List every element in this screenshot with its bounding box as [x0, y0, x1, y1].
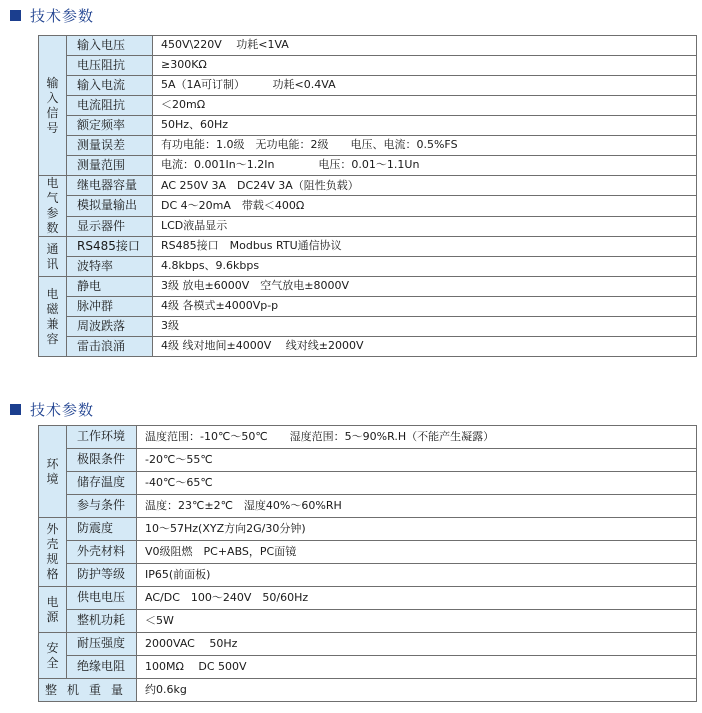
spec-row	[39, 156, 697, 176]
section-title-2	[10, 398, 94, 420]
param-label: 额定频率	[67, 116, 153, 136]
param-label: 测量范围	[67, 156, 153, 176]
param-label: 输入电流	[67, 76, 153, 96]
group-label	[39, 176, 67, 237]
param-value: V0级阻燃 PC+ABS，PC面镜	[137, 541, 697, 564]
param-label: 雷击浪涌	[67, 337, 153, 357]
param-value: RS485接口 Modbus RTU通信协议	[153, 237, 697, 257]
param-label: 整机重量	[39, 679, 137, 702]
param-value: -20℃～55℃	[137, 449, 697, 472]
spec-row	[39, 518, 697, 541]
param-value: 3级	[153, 317, 697, 337]
group-label-text: 外壳规格	[46, 522, 59, 581]
param-label: 测量误差	[67, 136, 153, 156]
param-value: 有功电能：1.0级 无功电能：2级 电压、电流：0.5%FS	[153, 136, 697, 156]
param-label: 模拟量输出	[67, 196, 153, 216]
group-label	[39, 237, 67, 277]
param-value: 100MΩ DC 500V	[137, 656, 697, 679]
param-label: 整机功耗	[67, 610, 137, 633]
param-value: 5A（1A可订制） 功耗<0.4VA	[153, 76, 697, 96]
group-label	[39, 633, 67, 679]
param-value: AC/DC 100～240V 50/60Hz	[137, 587, 697, 610]
group-label-text: 安全	[46, 640, 59, 670]
spec-row	[39, 136, 697, 156]
spec-row	[39, 564, 697, 587]
spec-row	[39, 633, 697, 656]
param-label: 耐压强度	[67, 633, 137, 656]
param-value: 2000VAC 50Hz	[137, 633, 697, 656]
spec-row	[39, 257, 697, 277]
param-label: 绝缘电阻	[67, 656, 137, 679]
group-label	[39, 587, 67, 633]
spec-row	[39, 237, 697, 257]
param-value: 温度范围：-10℃～50℃ 湿度范围：5～90%R.H（不能产生凝露）	[137, 426, 697, 449]
spec-row	[39, 56, 697, 76]
group-label	[39, 518, 67, 587]
param-value: 温度：23℃±2℃ 湿度40%～60%RH	[137, 495, 697, 518]
section-square-icon	[10, 404, 21, 415]
group-label-text: 电源	[46, 594, 59, 624]
param-value: 4级 各模式±4000Vp-p	[153, 297, 697, 317]
spec-row	[39, 317, 697, 337]
spec-row-footer	[39, 679, 697, 702]
param-value: DC 4～20mA 带载＜400Ω	[153, 196, 697, 216]
section-title-text: 技术参数	[30, 6, 95, 25]
group-label	[39, 36, 67, 176]
param-value: 电流：0.001In～1.2In 电压：0.01～1.1Un	[153, 156, 697, 176]
param-label: 静电	[67, 277, 153, 297]
spec-row	[39, 449, 697, 472]
spec-row	[39, 96, 697, 116]
param-value: 3级 放电±6000V 空气放电±8000V	[153, 277, 697, 297]
param-value: 4.8kbps、9.6kbps	[153, 257, 697, 277]
spec-row	[39, 216, 697, 236]
param-label: 工作环境	[67, 426, 137, 449]
spec-row	[39, 337, 697, 357]
spec-row	[39, 277, 697, 297]
param-label: 外壳材料	[67, 541, 137, 564]
spec-row	[39, 610, 697, 633]
param-value: 4级 线对地间±4000V 线对线±2000V	[153, 337, 697, 357]
param-label: 波特率	[67, 257, 153, 277]
param-label: 极限条件	[67, 449, 137, 472]
spec-row	[39, 472, 697, 495]
param-label: 参与条件	[67, 495, 137, 518]
spec-row	[39, 116, 697, 136]
param-label: RS485接口	[67, 237, 153, 257]
param-label: 电压阻抗	[67, 56, 153, 76]
param-value: ≥300KΩ	[153, 56, 697, 76]
param-value: LCD液晶显示	[153, 216, 697, 236]
param-label: 显示器件	[67, 216, 153, 236]
spec-row	[39, 76, 697, 96]
group-label	[39, 426, 67, 518]
spec-row	[39, 176, 697, 196]
param-label: 输入电压	[67, 36, 153, 56]
spec-row	[39, 541, 697, 564]
group-label	[39, 277, 67, 357]
section-square-icon	[10, 10, 21, 21]
param-value: 450V\220V 功耗<1VA	[153, 36, 697, 56]
param-label: 防护等级	[67, 564, 137, 587]
param-label: 供电电压	[67, 587, 137, 610]
param-value: ＜5W	[137, 610, 697, 633]
group-label-text: 电磁兼容	[46, 286, 59, 346]
param-label: 继电器容量	[67, 176, 153, 196]
param-value: 50Hz、60Hz	[153, 116, 697, 136]
param-value: AC 250V 3A DC24V 3A（阻性负载）	[153, 176, 697, 196]
spec-row	[39, 426, 697, 449]
param-value: 约0.6kg	[137, 679, 697, 702]
section-title-1	[10, 4, 94, 26]
spec-row	[39, 36, 697, 56]
param-value: 10～57Hz(XYZ方向2G/30分钟)	[137, 518, 697, 541]
group-label-text: 环境	[46, 456, 59, 486]
spec-table-1	[38, 35, 697, 357]
spec-row	[39, 656, 697, 679]
param-value: ＜20mΩ	[153, 96, 697, 116]
param-value: IP65(前面板)	[137, 564, 697, 587]
spec-row	[39, 495, 697, 518]
group-label-text: 电气参数	[46, 176, 59, 235]
spec-row	[39, 587, 697, 610]
spec-row	[39, 297, 697, 317]
param-value: -40℃～65℃	[137, 472, 697, 495]
param-label: 电流阻抗	[67, 96, 153, 116]
param-label: 周波跌落	[67, 317, 153, 337]
spec-table-2	[38, 425, 697, 702]
param-label: 脉冲群	[67, 297, 153, 317]
spec-row	[39, 196, 697, 216]
param-label: 防震度	[67, 518, 137, 541]
section-title-text: 技术参数	[30, 400, 95, 419]
group-label-text: 输入信号	[46, 75, 59, 135]
param-label: 储存温度	[67, 472, 137, 495]
group-label-text: 通讯	[46, 241, 59, 271]
